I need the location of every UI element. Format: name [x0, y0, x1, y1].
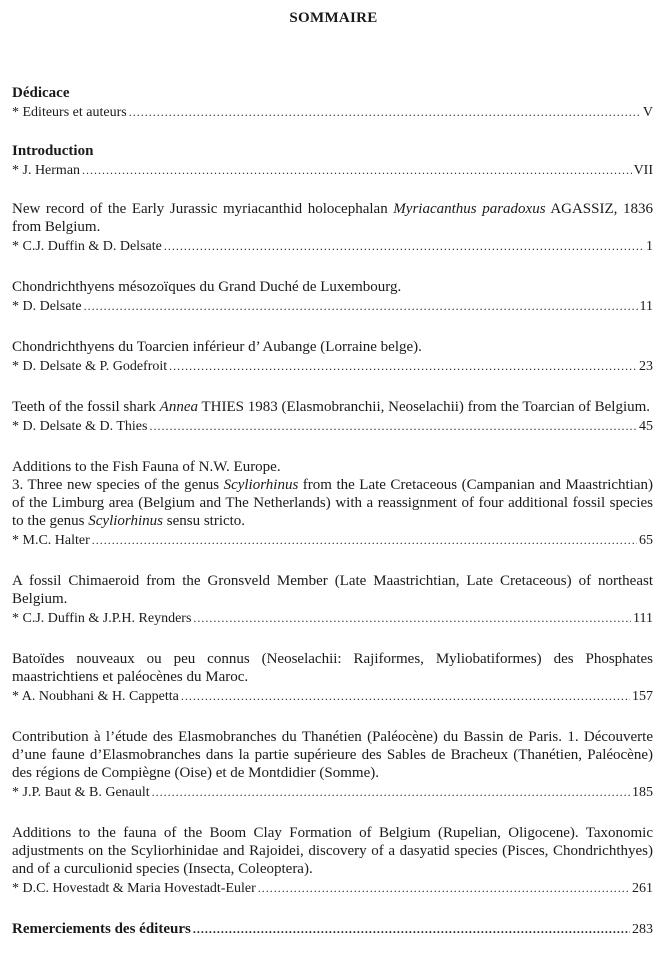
page-title: SOMMAIRE — [289, 10, 378, 26]
entry-title: Chondrichthyens mésozoïques du Grand Duché de Luxembourg. — [12, 279, 402, 295]
entry-authors-line — [12, 879, 653, 898]
dot-leader — [149, 417, 637, 435]
entry-authors-line — [12, 609, 653, 628]
entry-page-number: 111 — [633, 611, 653, 626]
dot-leader — [82, 161, 632, 179]
toc-entry-dedicace — [12, 84, 653, 122]
toc-entry-boom-clay — [12, 824, 653, 898]
dot-leader — [193, 920, 630, 938]
dot-leader — [129, 103, 641, 121]
entry-title: Dédicace — [12, 85, 70, 101]
entry-page-number: 1 — [646, 239, 653, 254]
entry-page-number: 11 — [639, 299, 653, 314]
entry-authors-line — [12, 103, 653, 122]
entry-authors: * Editeurs et auteurs — [12, 105, 127, 120]
entry-authors: * C.J. Duffin & J.P.H. Reynders — [12, 611, 192, 626]
entry-page-number: 261 — [632, 881, 653, 896]
entry-authors: * J.P. Baut & B. Genault — [12, 785, 150, 800]
entry-page-number: 185 — [632, 785, 653, 800]
toc-entry-thanetien — [12, 728, 653, 802]
entry-authors: * D. Delsate & D. Thies — [12, 419, 148, 434]
dot-leader — [164, 237, 644, 255]
entry-authors: * J. Herman — [12, 163, 81, 178]
entry-page-number: 157 — [632, 689, 653, 704]
entry-authors-line — [12, 417, 653, 436]
entry-page-number: 65 — [639, 533, 653, 548]
entry-title: Additions to the fauna of the Boom Clay Formation of Belgium (Rupelian, Oligocene). Taxonomic adjustments on the Scyliorhinidae and Rajoidei, discovery of a dasyatid species (Pisces, Chondrichthyes) and of a curculionid species (Insecta, Coleoptera). — [12, 825, 653, 877]
dot-leader — [193, 609, 631, 627]
entry-title: A fossil Chimaeroid from the Gronsveld Member (Late Maastrichtian, Late Cretaceous) of northeast Belgium. — [12, 573, 653, 607]
entry-title: Contribution à l’étude des Elasmobranches du Thanétien (Paléocène) du Bassin de Paris. 1. Découverte d’une faune d’Elasmobranches dans la partie supérieure des Sables de Bracheux (Thanétien, Paléocène) des régions de Compiègne (Oise) et de Montdidier (Somme). — [12, 729, 653, 781]
dot-leader — [258, 879, 630, 897]
dot-leader — [92, 531, 637, 549]
dot-leader — [169, 357, 637, 375]
entry-authors: * D. Delsate — [12, 299, 82, 314]
entry-page-number: 23 — [639, 359, 653, 374]
entry-title: Batoïdes nouveaux ou peu connus (Neoselachii: Rajiformes, Myliobatiformes) des Phosphates maastrichtiens et paléocènes du Maroc. — [12, 651, 653, 685]
entry-title: Chondrichthyens du Toarcien inférieur d’ Aubange (Lorraine belge). — [12, 339, 422, 355]
entry-authors-line — [12, 237, 653, 256]
toc-entry-chimaeroid — [12, 572, 653, 628]
entry-authors-line — [12, 531, 653, 550]
entry-authors: * A. Noubhani & H. Cappetta — [12, 689, 179, 704]
dot-leader — [152, 783, 630, 801]
entry-title: New record of the Early Jurassic myriacanthid holocephalan Myriacanthus paradoxus AGASSIZ, 1836 from Belgium. — [12, 201, 653, 235]
toc-entry-aubange — [12, 338, 653, 376]
dot-leader — [84, 297, 638, 315]
entry-page-number: 45 — [639, 419, 653, 434]
toc-entry-scyliorhinus — [12, 458, 653, 550]
entry-authors-line — [12, 357, 653, 376]
entry-authors-line — [12, 161, 653, 180]
entry-title: Teeth of the fossil shark Annea THIES 1983 (Elasmobranchii, Neoselachii) from the Toarcian of Belgium. — [12, 399, 651, 415]
entry-page-number: V — [642, 105, 653, 120]
entry-authors: * C.J. Duffin & D. Delsate — [12, 239, 162, 254]
entry-authors-line — [12, 687, 653, 706]
entry-page-number: 283 — [632, 922, 653, 937]
entry-authors: * M.C. Halter — [12, 533, 90, 548]
entry-title: Introduction — [12, 143, 94, 159]
entry-authors-line — [12, 783, 653, 802]
entry-title: Remerciements des éditeurs — [12, 921, 191, 937]
toc-entry-myriacanthus — [12, 200, 653, 256]
entry-authors: * D. Delsate & P. Godefroit — [12, 359, 168, 374]
dot-leader — [181, 687, 630, 705]
entry-authors: * D.C. Hovestadt & Maria Hovestadt-Euler — [12, 881, 256, 896]
toc-entry-remerciements — [12, 920, 653, 939]
toc-entry-introduction — [12, 142, 653, 180]
toc-entry-batoides — [12, 650, 653, 706]
entry-title-line — [12, 920, 653, 939]
table-of-contents — [12, 84, 653, 961]
entry-title: Additions to the Fish Fauna of N.W. Europe. 3. Three new species of the genus Scyliorhinus from the Late Cretaceous (Campanian and Maastrichtian) of the Limburg area (Belgium and The Netherlands) with a reassignment of four additional fossil species to the genus Scyliorhinus sensu stricto. — [12, 459, 654, 529]
entry-authors-line — [12, 297, 653, 316]
toc-entry-luxembourg — [12, 278, 653, 316]
toc-entry-annea — [12, 398, 653, 436]
entry-page-number: VII — [633, 163, 653, 178]
